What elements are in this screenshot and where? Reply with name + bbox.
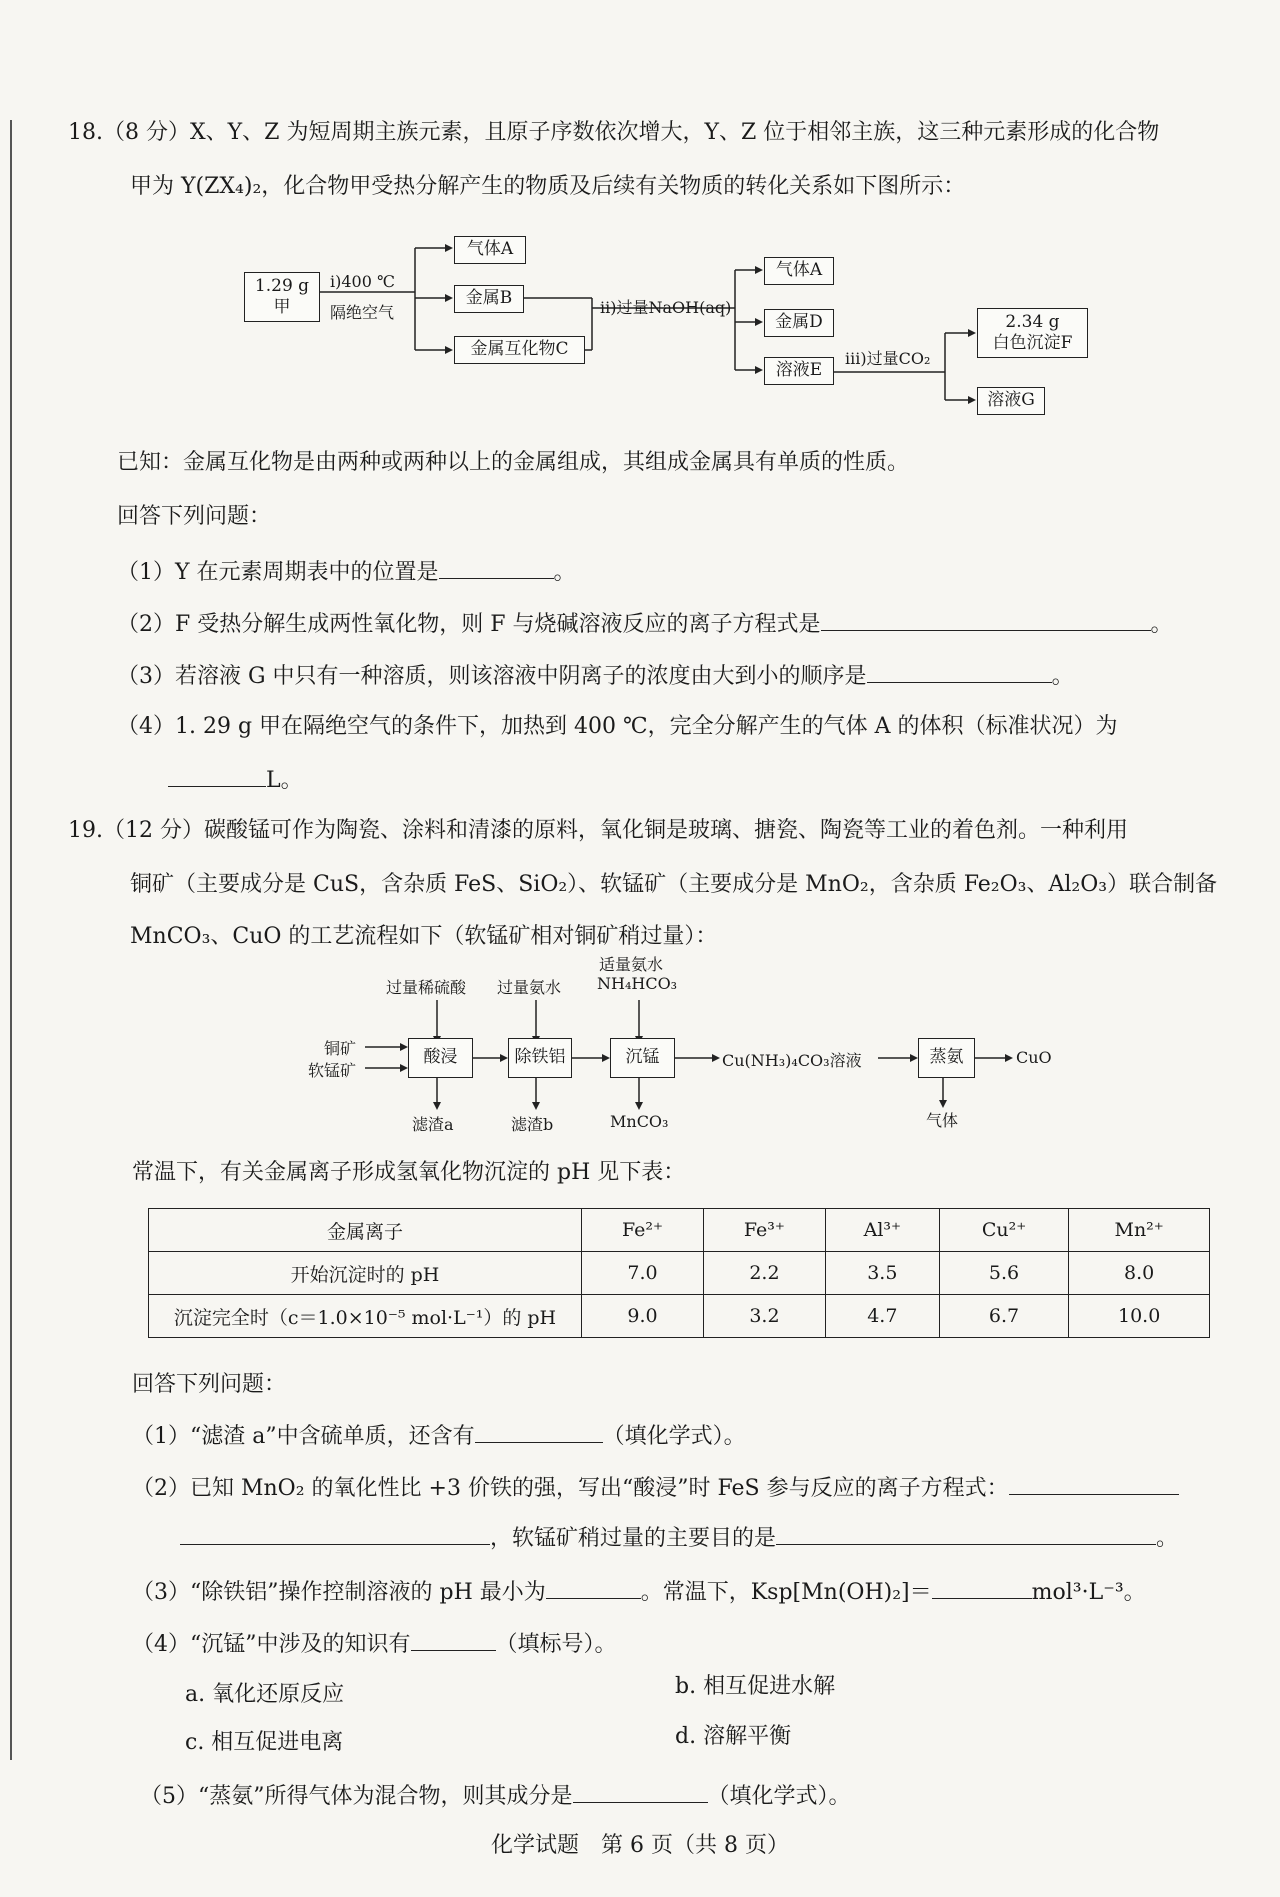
table-header-cell: Fe³⁺ — [703, 1209, 825, 1252]
step-remove-fe-al: 除铁铝 — [508, 1038, 572, 1078]
answer-blank[interactable] — [411, 1628, 496, 1651]
option-a: a. 氧化还原反应 — [185, 1682, 345, 1707]
reagent-bicarbonate: NH₄HCO₃ — [597, 974, 678, 993]
residue-b: 滤渣b — [511, 1115, 554, 1134]
step1-top: i)400 ℃ — [330, 272, 395, 291]
gas-a-box-1: 气体A — [454, 236, 526, 264]
solution-g-box: 溶液G — [977, 387, 1045, 415]
reagent-sulfuric-acid: 过量稀硫酸 — [386, 978, 467, 997]
q19-p2-end: 。 — [1156, 1526, 1179, 1551]
product-mnco3: MnCO₃ — [610, 1112, 669, 1131]
answer-blank[interactable] — [776, 1522, 1156, 1545]
page-footer: 化学试题 第 6 页（共 8 页） — [491, 1833, 789, 1858]
q18-p1-end: 。 — [553, 560, 576, 585]
answer-blank[interactable] — [180, 1522, 490, 1545]
q18-p3-text: （3）若溶液 G 中只有一种溶质，则该溶液中阴离子的浓度由大到小的顺序是 — [117, 664, 867, 689]
table-cell: 8.0 — [1069, 1252, 1210, 1295]
table-header-cell: 金属离子 — [149, 1209, 582, 1252]
table-row — [149, 1295, 1210, 1338]
q19-p2-purpose: ，软锰矿稍过量的主要目的是 — [490, 1526, 777, 1551]
table-cell: 10.0 — [1069, 1295, 1210, 1338]
table-header-cell: Fe²⁺ — [582, 1209, 704, 1252]
table-cell: 开始沉淀时的 pH — [149, 1252, 582, 1295]
table-cell: 6.7 — [939, 1295, 1069, 1338]
q19-p1-text: （1）“滤渣 a”中含硫单质，还含有 — [132, 1424, 475, 1449]
q18-p4-unit: L。 — [266, 768, 303, 793]
table-row — [149, 1252, 1210, 1295]
q19-part2-line1 — [132, 1472, 1179, 1504]
q19-line3: MnCO₃、CuO 的工艺流程如下（软锰矿相对铜矿稍过量）： — [130, 924, 718, 949]
option-d: d. 溶解平衡 — [675, 1724, 792, 1749]
answer-blank[interactable] — [573, 1780, 708, 1803]
reagent-ammonia-2: 适量氨水 — [599, 955, 664, 974]
table-header-cell: Cu²⁺ — [939, 1209, 1069, 1252]
residue-a: 滤渣a — [412, 1115, 454, 1134]
metal-d-box: 金属D — [764, 309, 834, 337]
q18-answer-prompt: 回答下列问题： — [117, 504, 272, 529]
q18-p2-end: 。 — [1150, 612, 1173, 637]
precipitate-mass: 2.34 g — [1005, 311, 1060, 332]
ph-table — [148, 1208, 1210, 1338]
table-cell: 4.7 — [825, 1295, 939, 1338]
step3-label: iii)过量CO₂ — [845, 349, 931, 368]
q19-p3-text: （3）“除铁铝”操作控制溶液的 pH 最小为 — [132, 1580, 546, 1605]
step2-label: ii)过量NaOH(aq) — [600, 298, 732, 317]
table-cell: 7.0 — [582, 1252, 704, 1295]
input-pyrolusite: 软锰矿 — [308, 1061, 357, 1080]
answer-blank[interactable] — [932, 1576, 1032, 1599]
q18-line2: 甲为 Y(ZX₄)₂，化合物甲受热分解产生的物质及后续有关物质的转化关系如下图所示： — [130, 174, 966, 199]
answer-blank[interactable] — [546, 1576, 641, 1599]
q18-line1: 18.（8 分）X、Y、Z 为短周期主族元素，且原子序数依次增大，Y、Z 位于相邻主族，这三种元素形成的化合物 — [68, 120, 1160, 145]
q19-p1-end: （填化学式）。 — [602, 1424, 746, 1449]
table-cell: 沉淀完全时（c＝1.0×10⁻⁵ mol·L⁻¹）的 pH — [149, 1295, 582, 1338]
q19-part4 — [132, 1628, 617, 1660]
answer-blank[interactable] — [1009, 1472, 1179, 1495]
step1-bottom: 隔绝空气 — [330, 303, 395, 322]
compound-c-box: 金属互化物C — [454, 336, 585, 364]
input-copper-ore: 铜矿 — [324, 1039, 357, 1058]
table-header-cell: Al³⁺ — [825, 1209, 939, 1252]
q19-part2-line2 — [180, 1522, 1178, 1554]
q18-p3-end: 。 — [1051, 664, 1074, 689]
copper-ammine-solution: Cu(NH₃)₄CO₃溶液 — [722, 1051, 862, 1070]
solution-e-box: 溶液E — [764, 357, 834, 385]
q19-p3-ksp: 。常温下，Ksp[Mn(OH)₂]＝ — [640, 1580, 932, 1605]
q19-p5-end: （填化学式）。 — [707, 1784, 851, 1809]
table-cell: 5.6 — [939, 1252, 1069, 1295]
table-cell: 3.5 — [825, 1252, 939, 1295]
q19-p4-end: （填标号）。 — [495, 1632, 617, 1657]
q19-p5-text: （5）“蒸氨”所得气体为混合物，则其成分是 — [140, 1784, 573, 1809]
gas-a-box-2: 气体A — [764, 257, 834, 285]
q19-p3-unit: mol³·L⁻³。 — [1031, 1580, 1146, 1605]
q19-part3 — [132, 1576, 1146, 1608]
q19-p4-text: （4）“沉锰”中涉及的知识有 — [132, 1632, 411, 1657]
option-b: b. 相互促进水解 — [675, 1674, 836, 1699]
q18-part4-line1: （4）1. 29 g 甲在隔绝空气的条件下，加热到 400 ℃，完全分解产生的气体 A 的体积（标准状况）为 — [117, 714, 1118, 739]
start-mass: 1.29 g — [254, 275, 310, 296]
q19-p2-text: （2）已知 MnO₂ 的氧化性比 +3 价铁的强，写出“酸浸”时 FeS 参与反应的离子方程式： — [132, 1476, 1009, 1501]
table-cell: 3.2 — [703, 1295, 825, 1338]
table-cell: 9.0 — [582, 1295, 704, 1338]
metal-b-box: 金属B — [454, 285, 524, 313]
q18-known: 已知：金属互化物是由两种或两种以上的金属组成，其组成金属具有单质的性质。 — [117, 450, 910, 475]
step-precipitate-mn: 沉锰 — [610, 1038, 675, 1078]
q19-line1: 19.（12 分）碳酸锰可作为陶瓷、涂料和清漆的原料，氧化铜是玻璃、搪瓷、陶瓷等工业的着色剂。一种利用 — [68, 818, 1128, 843]
table-header-cell: Mn²⁺ — [1069, 1209, 1210, 1252]
option-c: c. 相互促进电离 — [185, 1730, 344, 1755]
q19-table-intro: 常温下，有关金属离子形成氢氧化物沉淀的 pH 见下表： — [132, 1160, 686, 1185]
q19-part5 — [140, 1780, 851, 1812]
gas-output: 气体 — [926, 1111, 959, 1130]
q18-p2-text: （2）F 受热分解生成两性氧化物，则 F 与烧碱溶液反应的离子方程式是 — [117, 612, 821, 637]
table-cell: 2.2 — [703, 1252, 825, 1295]
reagent-ammonia: 过量氨水 — [497, 978, 562, 997]
q19-answer-prompt: 回答下列问题： — [132, 1372, 287, 1397]
q19-part1 — [132, 1420, 746, 1452]
q19-line2: 铜矿（主要成分是 CuS，含杂质 FeS、SiO₂）、软锰矿（主要成分是 MnO₂，含杂质 Fe₂O₃、Al₂O₃）联合制备 — [130, 872, 1218, 897]
precipitate-label: 白色沉淀F — [992, 333, 1073, 353]
step-acid-leach: 酸浸 — [408, 1038, 473, 1078]
table-row — [149, 1209, 1210, 1252]
answer-blank[interactable] — [475, 1420, 603, 1443]
start-label: 甲 — [273, 297, 291, 317]
product-cuo: CuO — [1016, 1048, 1052, 1067]
step-distill-ammonia: 蒸氨 — [918, 1038, 975, 1078]
q18-p1-text: （1）Y 在元素周期表中的位置是 — [117, 560, 439, 585]
